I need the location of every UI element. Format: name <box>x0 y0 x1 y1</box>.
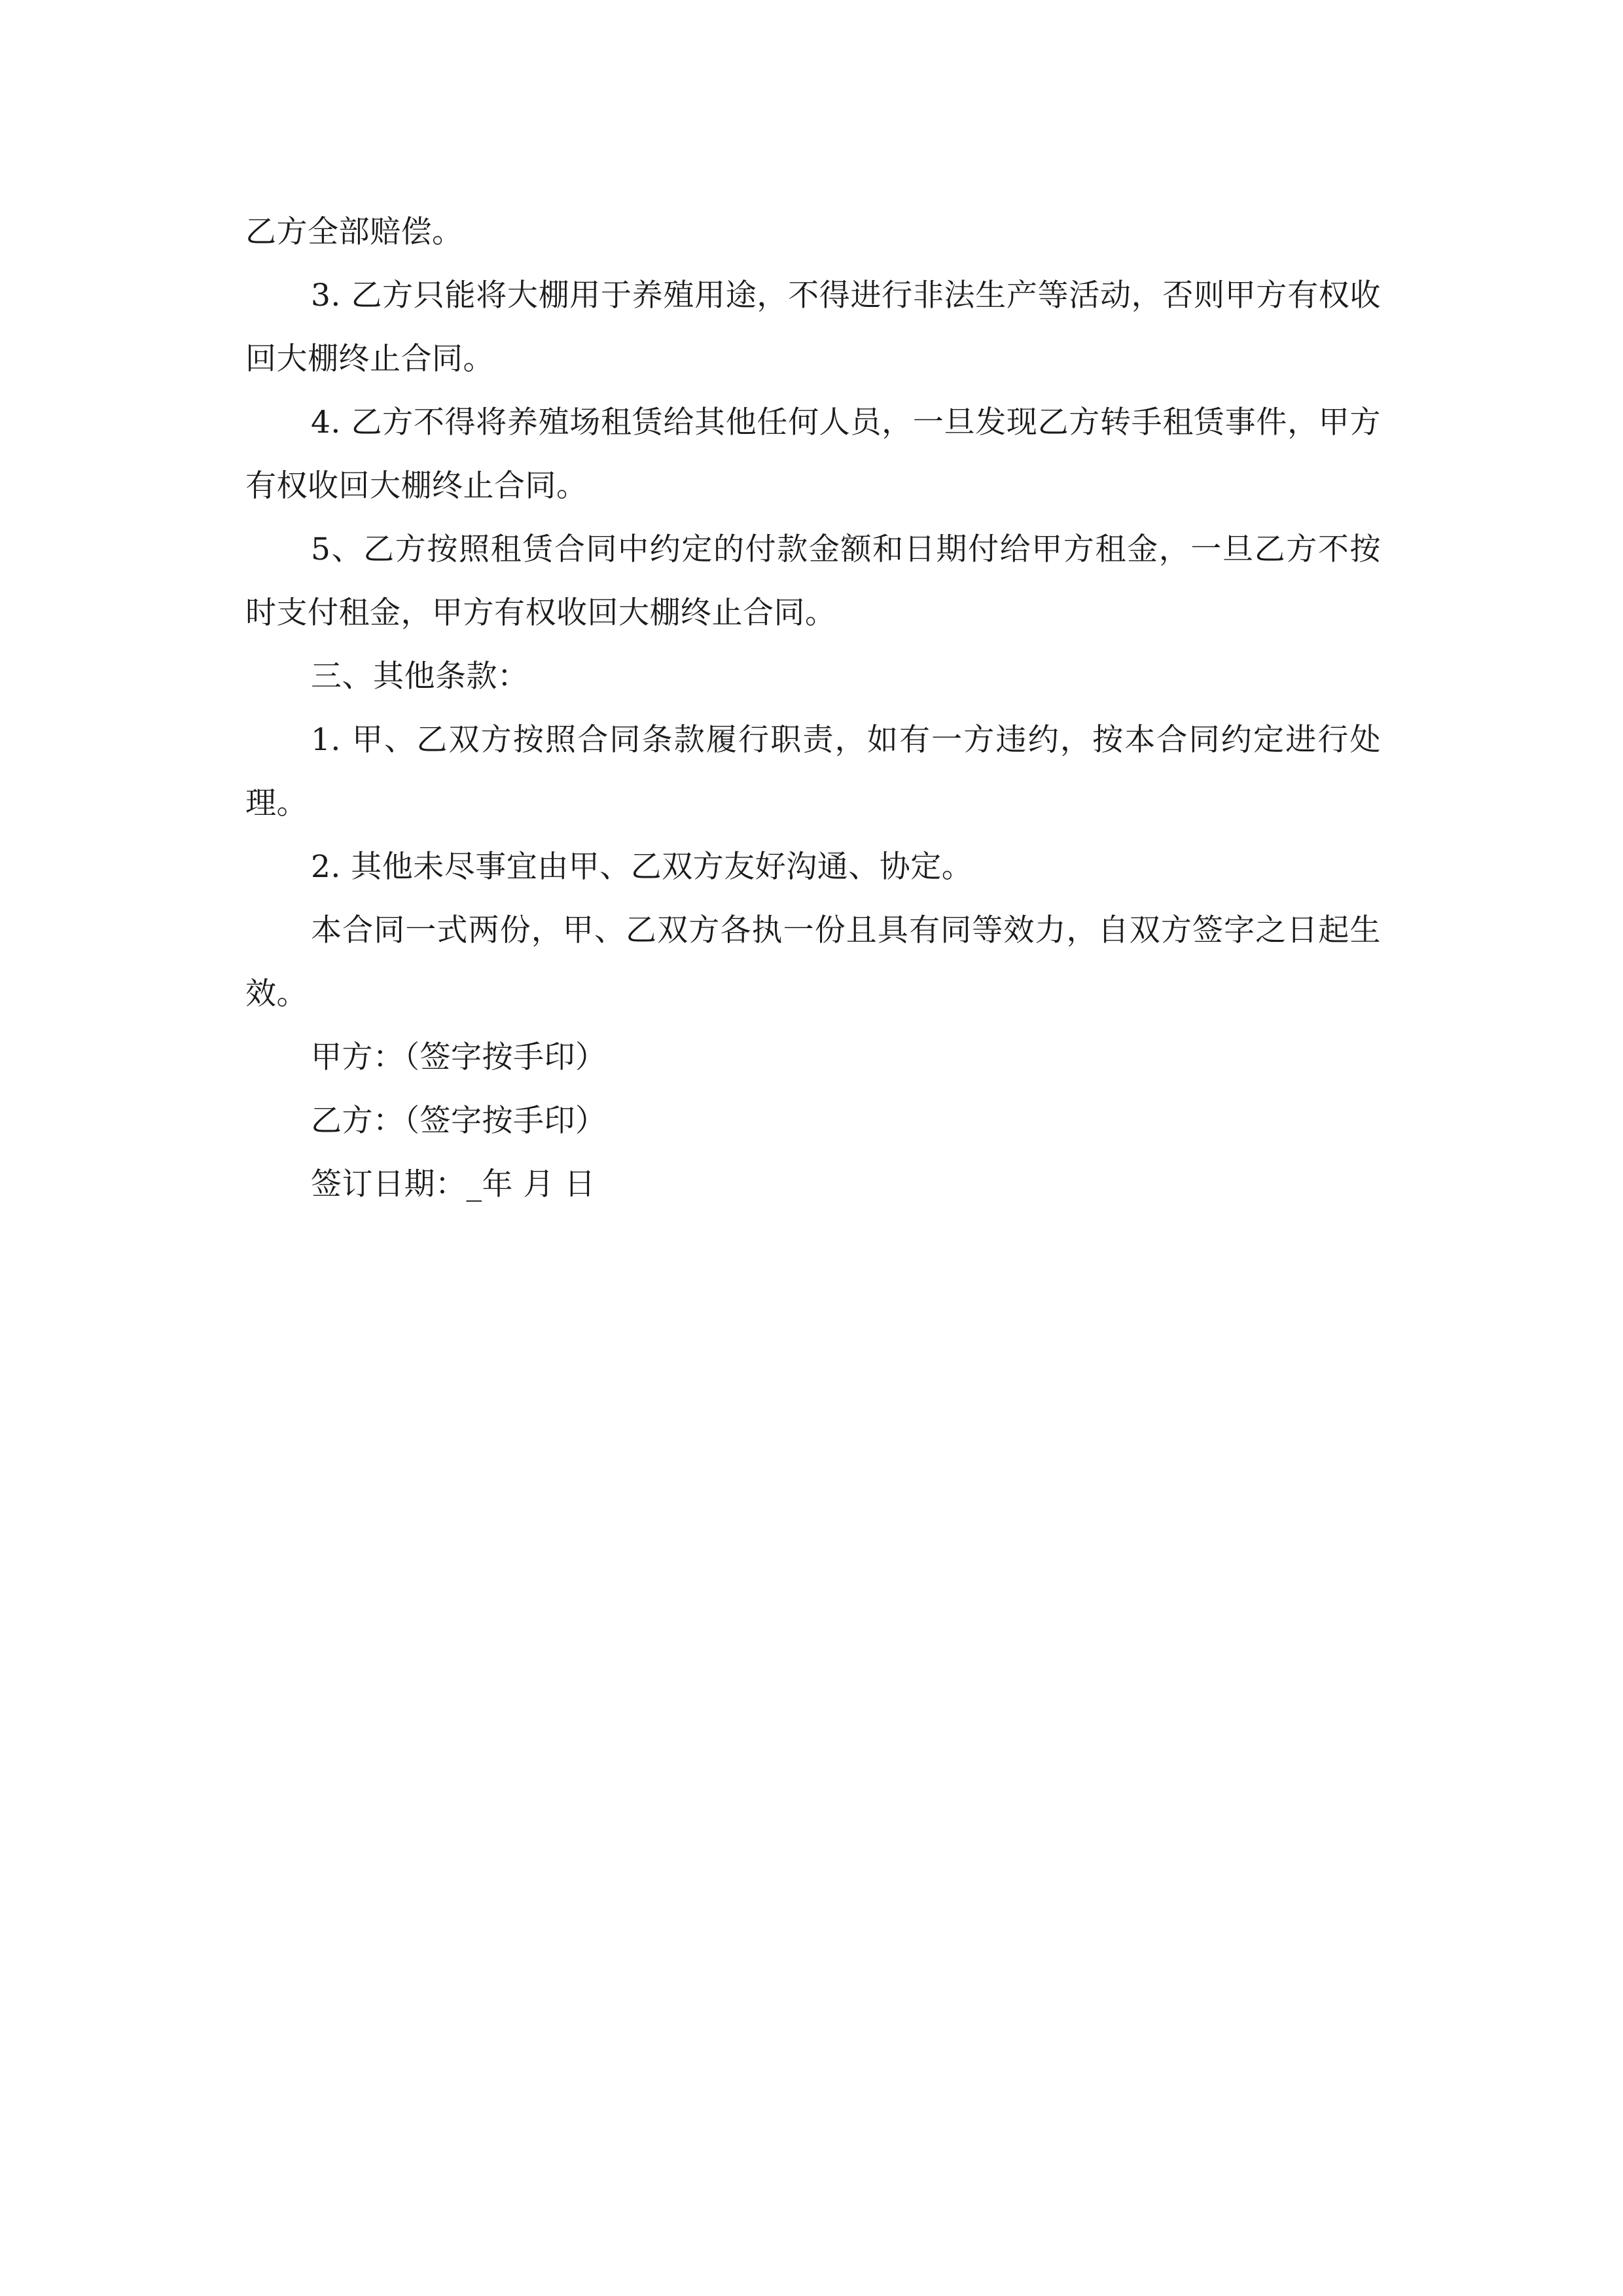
contract-validity-statement: 本合同一式两份，甲、乙双方各执一份且具有同等效力，自双方签字之日起生效。 <box>245 912 1381 1012</box>
paragraph-continuation: 乙方全部赔偿。 <box>245 214 463 250</box>
party-b-signature-line: 乙方：（签字按手印） <box>311 1103 607 1139</box>
document-body <box>245 200 1381 1216</box>
other-term-1: 1. 甲、乙双方按照合同条款履行职责，如有一方违约，按本合同约定进行处理。 <box>245 722 1381 821</box>
party-a-signature-line: 甲方：（签字按手印） <box>311 1039 607 1075</box>
clause-3: 3. 乙方只能将大棚用于养殖用途，不得进行非法生产等活动，否则甲方有权收回大棚终止合同。 <box>245 278 1381 377</box>
signing-date-line: 签订日期：_年 月 日 <box>311 1166 596 1202</box>
section-heading-other-terms: 三、其他条款： <box>311 658 529 694</box>
clause-5: 5、乙方按照租赁合同中约定的付款金额和日期付给甲方租金，一旦乙方不按时支付租金，甲方有权收回大棚终止合同。 <box>245 531 1381 631</box>
other-term-2: 2. 其他未尽事宜由甲、乙双方友好沟通、协定。 <box>311 849 973 885</box>
clause-4: 4. 乙方不得将养殖场租赁给其他任何人员，一旦发现乙方转手租赁事件，甲方有权收回大棚终止合同。 <box>245 404 1381 504</box>
